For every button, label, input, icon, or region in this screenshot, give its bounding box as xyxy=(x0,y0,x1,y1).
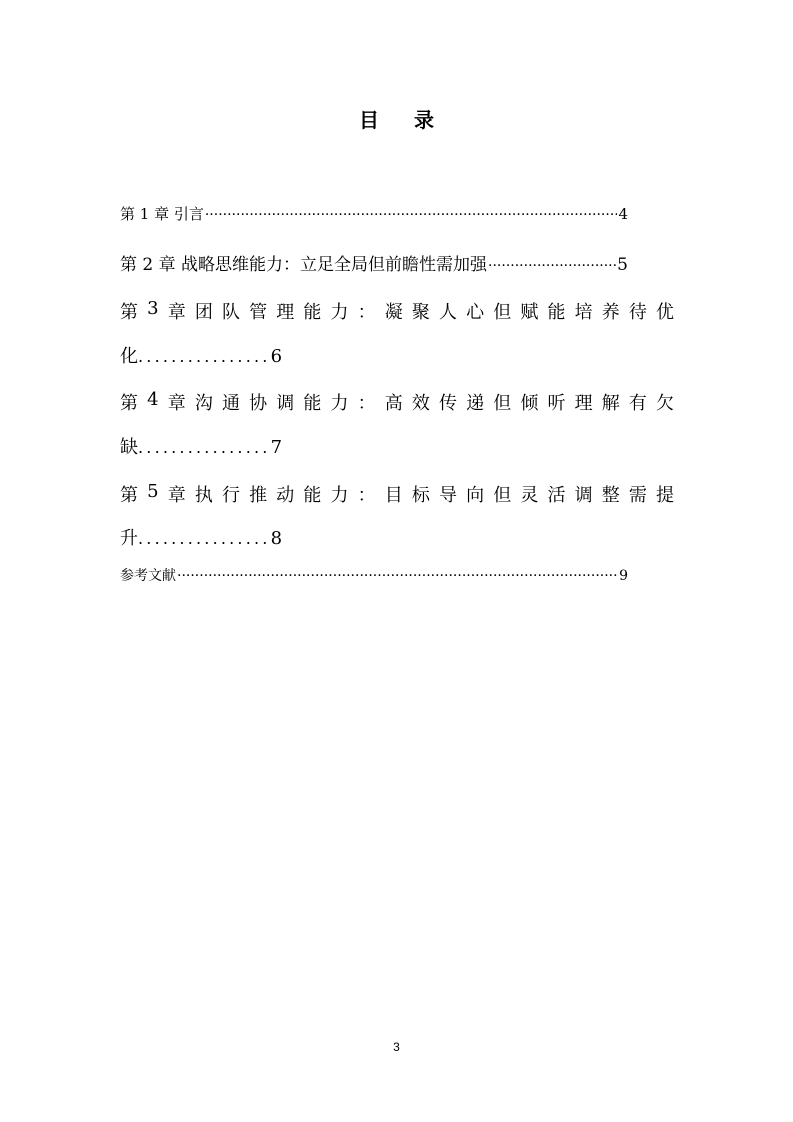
toc-entry-char: 听 xyxy=(547,393,566,414)
toc-leader-dots xyxy=(177,568,618,584)
toc-entry-chapter-2[interactable] xyxy=(120,250,628,275)
toc-leader-dots: ................ xyxy=(138,438,271,457)
toc-entry-char: 倾 xyxy=(520,393,539,414)
page-number: 3 xyxy=(393,1040,400,1054)
toc-entry-char: 待 xyxy=(628,302,647,323)
toc-entry-char: 推 xyxy=(249,485,268,506)
toc-entry-char: 理 xyxy=(574,393,593,414)
toc-entry-label: 参考文献 xyxy=(120,568,176,584)
toc-entry-char: 管 xyxy=(249,302,268,323)
toc-entry-char: 能 xyxy=(303,485,322,506)
toc-entry-char: 心 xyxy=(466,302,485,323)
toc-entry-char: 凝 xyxy=(384,302,403,323)
toc-entry-page: 4 xyxy=(618,205,628,223)
toc-entry-char: 需 xyxy=(628,485,647,506)
toc-leader-dots xyxy=(205,207,618,223)
toc-entry-char: 但 xyxy=(493,393,512,414)
toc-entry-char: 章 xyxy=(167,485,186,506)
toc-entry-char: 导 xyxy=(438,485,457,506)
toc-entry-chapter-3-line-2[interactable] xyxy=(120,342,282,368)
toc-entry-char: 向 xyxy=(466,485,485,506)
toc-entry-char: ： xyxy=(357,302,376,323)
toc-entry-char: 章 xyxy=(167,393,186,414)
toc-entry-char: 赋 xyxy=(520,302,539,323)
toc-entry-page: 5 xyxy=(617,255,628,275)
toc-entry-char: 目 xyxy=(384,485,403,506)
toc-entry-char: 第 xyxy=(120,485,138,506)
toc-entry-char: 传 xyxy=(438,393,457,414)
toc-leader-dots: ................ xyxy=(138,529,271,548)
toc-entry-char: 4 xyxy=(147,389,159,410)
toc-entry-char: 理 xyxy=(276,302,295,323)
toc-entry-page: 6 xyxy=(270,346,283,367)
toc-entry-char: 章 xyxy=(167,302,186,323)
toc-entry-continuation: 缺 xyxy=(120,437,138,458)
toc-entry-references[interactable] xyxy=(120,565,628,585)
toc-entry-char: 能 xyxy=(303,302,322,323)
toc-entry-char: 通 xyxy=(221,393,240,414)
toc-entry-char: 能 xyxy=(303,393,322,414)
toc-entry-char: ： xyxy=(357,393,376,414)
toc-entry-chapter-5-line-2[interactable] xyxy=(120,524,282,550)
toc-entry-label: 第 1 章 引言 xyxy=(120,205,204,223)
toc-leader-dots: ................ xyxy=(138,347,271,366)
toc-entry-char: 优 xyxy=(655,302,674,323)
toc-entry-continuation: 升 xyxy=(120,528,138,549)
toc-entry-char: 递 xyxy=(466,393,485,414)
toc-entry-char: 调 xyxy=(574,485,593,506)
toc-entry-page: 7 xyxy=(270,437,283,458)
toc-entry-char: 有 xyxy=(628,393,647,414)
toc-entry-char: 队 xyxy=(221,302,240,323)
toc-entry-char: 整 xyxy=(601,485,620,506)
toc-entry-char: 效 xyxy=(411,393,430,414)
toc-entry-char: 养 xyxy=(601,302,620,323)
toc-entry-char: 第 xyxy=(120,302,138,323)
toc-entry-continuation: 化 xyxy=(120,346,138,367)
toc-entry-char: ： xyxy=(357,485,376,506)
toc-leader-dots xyxy=(488,258,616,274)
toc-entry-char: 培 xyxy=(574,302,593,323)
toc-entry-chapter-4-line-2[interactable] xyxy=(120,433,282,459)
toc-entry-char: 灵 xyxy=(520,485,539,506)
toc-entry-char: 标 xyxy=(411,485,430,506)
toc-entry-char: 协 xyxy=(249,393,268,414)
toc-entry-char: 团 xyxy=(194,302,213,323)
toc-entry-page: 8 xyxy=(270,528,283,549)
toc-entry-char: 力 xyxy=(330,302,349,323)
toc-entry-char: 力 xyxy=(330,485,349,506)
toc-entry-char: 调 xyxy=(276,393,295,414)
toc-entry-chapter-1[interactable] xyxy=(120,203,628,224)
toc-entry-char: 行 xyxy=(221,485,240,506)
toc-entry-char: 力 xyxy=(330,393,349,414)
toc-entry-char: 第 xyxy=(120,393,138,414)
toc-entry-char: 沟 xyxy=(194,393,213,414)
toc-entry-char: 执 xyxy=(194,485,213,506)
toc-entry-chapter-5-line-1[interactable] xyxy=(120,481,674,507)
toc-entry-char: 欠 xyxy=(655,393,674,414)
toc-entry-char: 5 xyxy=(147,481,159,502)
toc-entry-char: 动 xyxy=(276,485,295,506)
toc-title: 目 录 xyxy=(359,108,448,132)
toc-entry-char: 活 xyxy=(547,485,566,506)
toc-entry-page: 9 xyxy=(619,568,628,584)
toc-entry-char: 但 xyxy=(493,485,512,506)
toc-entry-char: 高 xyxy=(384,393,403,414)
toc-entry-chapter-4-line-1[interactable] xyxy=(120,389,674,415)
toc-entry-char: 能 xyxy=(547,302,566,323)
toc-entry-char: 聚 xyxy=(411,302,430,323)
toc-entry-label: 第 2 章 战略思维能力：立足全局但前瞻性需加强 xyxy=(120,255,488,275)
toc-entry-char: 人 xyxy=(438,302,457,323)
toc-entry-char: 但 xyxy=(493,302,512,323)
toc-entry-char: 3 xyxy=(147,298,159,319)
toc-entry-char: 提 xyxy=(655,485,674,506)
toc-entry-char: 解 xyxy=(601,393,620,414)
toc-entry-chapter-3-line-1[interactable] xyxy=(120,298,674,324)
